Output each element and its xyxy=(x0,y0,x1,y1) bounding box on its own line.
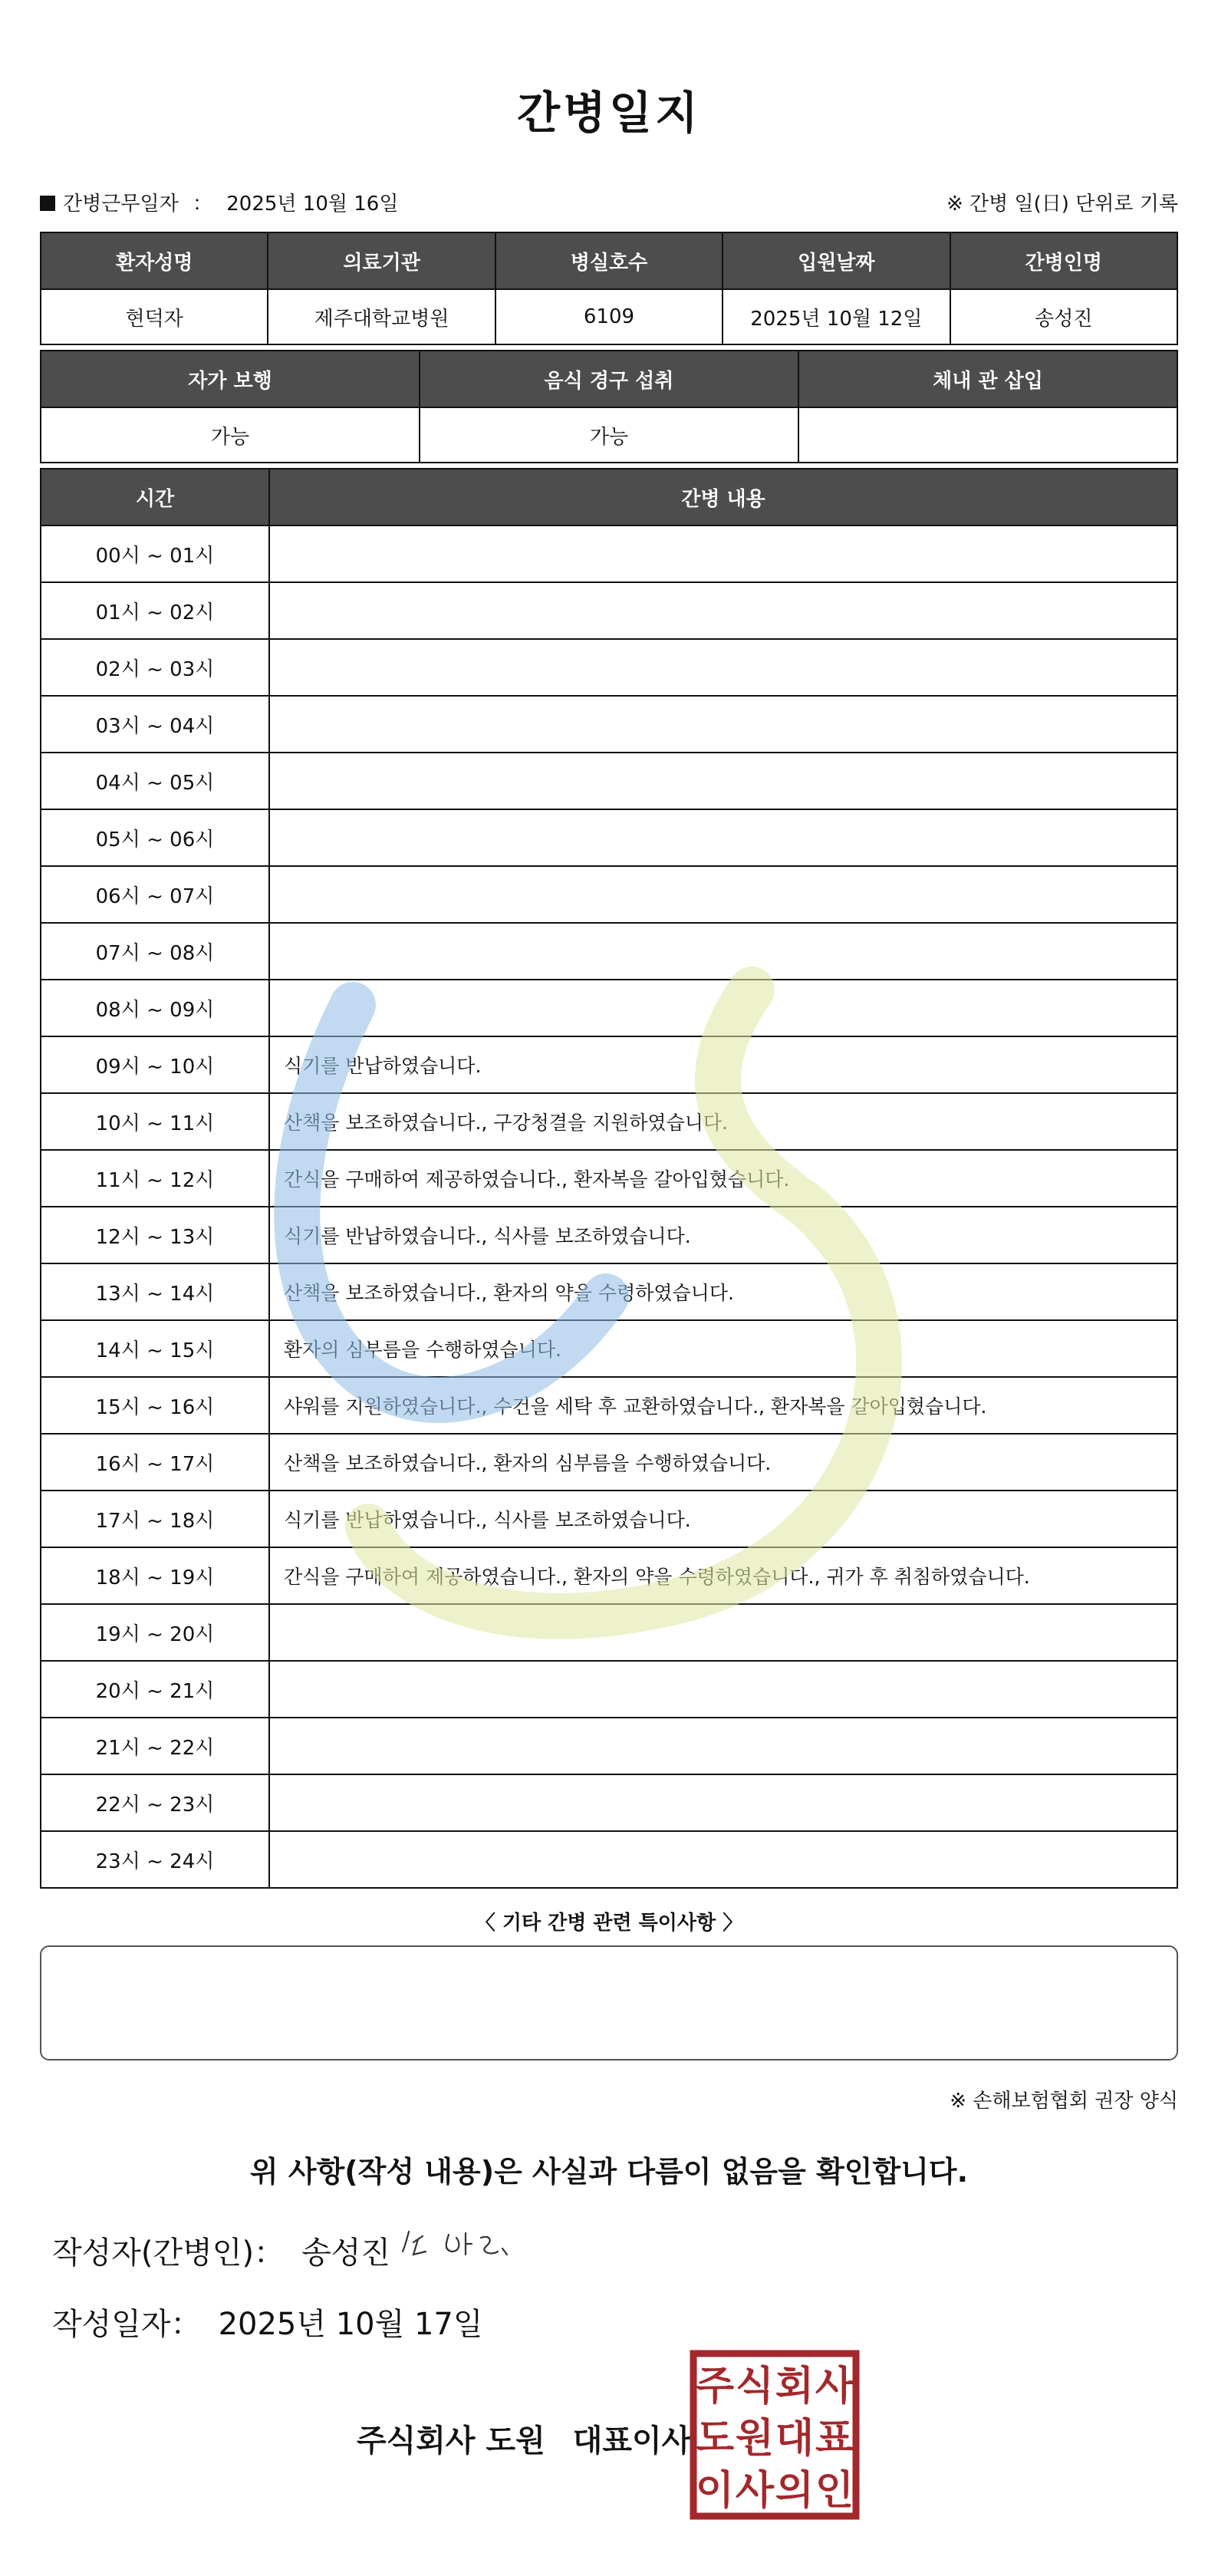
unit-note: ※ 간병 일(日) 단위로 기록 xyxy=(946,193,1178,216)
table-row xyxy=(41,1377,1177,1434)
seal-character: 의 xyxy=(775,2468,815,2514)
work-date-line xyxy=(40,188,398,216)
hospital-name: 제주대학교병원 xyxy=(268,289,495,344)
writer-name: 송성진 xyxy=(301,2235,390,2271)
handwritten-signature xyxy=(395,2221,541,2275)
care-content: 간식을 구매하여 제공하였습니다., 환자의 약을 수령하였습니다., 귀가 후 취침하였습니다. xyxy=(269,1547,1177,1604)
work-date-label: 간병근무일자 xyxy=(63,193,179,216)
time-slot: 22시 ~ 23시 xyxy=(41,1774,269,1831)
seal-character: 이 xyxy=(695,2468,735,2514)
patient-status-table xyxy=(40,350,1178,463)
table-row xyxy=(41,1036,1177,1093)
table-row xyxy=(41,753,1177,809)
time-slot: 17시 ~ 18시 xyxy=(41,1491,269,1547)
patient-info-table xyxy=(40,232,1178,345)
care-content xyxy=(269,809,1177,866)
written-date-value: 2025년 10월 17일 xyxy=(218,2307,483,2342)
care-content xyxy=(269,696,1177,753)
table-row xyxy=(41,582,1177,639)
care-content xyxy=(269,639,1177,696)
care-content: 산책을 보조하였습니다., 환자의 심부름을 수행하였습니다. xyxy=(269,1434,1177,1491)
header-room: 병실호수 xyxy=(495,232,723,289)
table-row xyxy=(41,639,1177,696)
company-line xyxy=(357,2416,691,2460)
table-row xyxy=(41,809,1177,866)
writer-line xyxy=(52,2228,390,2272)
seal-character: 회 xyxy=(775,2364,815,2410)
time-slot: 20시 ~ 21시 xyxy=(41,1661,269,1718)
care-content: 산책을 보조하였습니다., 구강청결을 지원하였습니다. xyxy=(269,1093,1177,1150)
table-row xyxy=(41,1263,1177,1320)
table-row xyxy=(41,923,1177,980)
table-row xyxy=(41,980,1177,1036)
header-tube-insertion: 체내 관 삽입 xyxy=(798,351,1177,407)
header-patient-name: 환자성명 xyxy=(41,232,268,289)
table-row xyxy=(41,1604,1177,1661)
care-content xyxy=(269,1831,1177,1888)
time-slot: 15시 ~ 16시 xyxy=(41,1377,269,1434)
care-content xyxy=(269,1774,1177,1831)
writer-label: 작성자(간병인)： xyxy=(52,2235,285,2271)
caregiver-name: 송성진 xyxy=(950,289,1177,344)
company-seal-stamp xyxy=(689,2349,861,2521)
care-content xyxy=(269,753,1177,809)
header-care-content: 간병 내용 xyxy=(269,469,1177,525)
form-note: ※ 손해보험협회 권장 양식 xyxy=(950,2090,1178,2113)
header-admission-date: 입원날짜 xyxy=(723,232,950,289)
seal-character: 식 xyxy=(735,2364,775,2410)
time-slot: 00시 ~ 01시 xyxy=(41,525,269,582)
time-slot: 03시 ~ 04시 xyxy=(41,696,269,753)
time-slot: 09시 ~ 10시 xyxy=(41,1036,269,1093)
care-content: 식기를 반납하였습니다. xyxy=(269,1036,1177,1093)
care-content xyxy=(269,923,1177,980)
care-content xyxy=(269,866,1177,923)
written-date-label: 작성일자： xyxy=(52,2307,202,2342)
header-time: 시간 xyxy=(41,469,269,525)
care-content: 산책을 보조하였습니다., 환자의 약을 수령하였습니다. xyxy=(269,1263,1177,1320)
page-title: 간병일지 xyxy=(516,87,702,139)
care-content: 식기를 반납하였습니다., 식사를 보조하였습니다. xyxy=(269,1207,1177,1263)
time-slot: 04시 ~ 05시 xyxy=(41,753,269,809)
table-row xyxy=(41,1547,1177,1604)
care-content xyxy=(269,525,1177,582)
work-date-separator: ： xyxy=(192,193,212,216)
time-slot: 10시 ~ 11시 xyxy=(41,1093,269,1150)
seal-character: 사 xyxy=(815,2364,854,2410)
seal-character: 주 xyxy=(695,2364,735,2410)
table-row xyxy=(41,1774,1177,1831)
care-log-table xyxy=(40,468,1178,1889)
care-log-body xyxy=(41,525,1177,1888)
table-row xyxy=(41,1491,1177,1547)
care-content xyxy=(269,582,1177,639)
header-caregiver-name: 간병인명 xyxy=(950,232,1177,289)
time-slot: 05시 ~ 06시 xyxy=(41,809,269,866)
table-row xyxy=(41,866,1177,923)
care-content: 환자의 심부름을 수행하였습니다. xyxy=(269,1320,1177,1377)
seal-character: 인 xyxy=(815,2468,854,2514)
table-row xyxy=(41,1434,1177,1491)
seal-character: 원 xyxy=(735,2416,775,2462)
care-content xyxy=(269,1604,1177,1661)
table-row xyxy=(41,1093,1177,1150)
time-slot: 01시 ~ 02시 xyxy=(41,582,269,639)
square-bullet-icon xyxy=(40,196,55,211)
time-slot: 06시 ~ 07시 xyxy=(41,866,269,923)
table-row xyxy=(41,525,1177,582)
remarks-box xyxy=(40,1945,1178,2060)
admission-date: 2025년 10월 12일 xyxy=(723,289,950,344)
work-date-value: 2025년 10월 16일 xyxy=(226,193,399,216)
care-content: 샤워를 지원하였습니다., 수건을 세탁 후 교환하였습니다., 환자복을 갈아입혔습니다. xyxy=(269,1377,1177,1434)
header-self-walking: 자가 보행 xyxy=(41,351,420,407)
time-slot: 07시 ~ 08시 xyxy=(41,923,269,980)
self-walking-value: 가능 xyxy=(41,407,420,463)
care-content xyxy=(269,980,1177,1036)
time-slot: 02시 ~ 03시 xyxy=(41,639,269,696)
time-slot: 23시 ~ 24시 xyxy=(41,1831,269,1888)
care-content xyxy=(269,1718,1177,1774)
remarks-title: 〈 기타 간병 관련 특이사항 〉 xyxy=(475,1912,743,1935)
company-title: 대표이사 xyxy=(572,2423,692,2459)
table-row xyxy=(41,1661,1177,1718)
time-slot: 21시 ~ 22시 xyxy=(41,1718,269,1774)
time-slot: 19시 ~ 20시 xyxy=(41,1604,269,1661)
header-hospital: 의료기관 xyxy=(268,232,495,289)
table-row xyxy=(41,1150,1177,1207)
written-date-line xyxy=(52,2300,483,2344)
time-slot: 11시 ~ 12시 xyxy=(41,1150,269,1207)
company-name: 주식회사 도원 xyxy=(357,2423,545,2459)
time-slot: 14시 ~ 15시 xyxy=(41,1320,269,1377)
time-slot: 13시 ~ 14시 xyxy=(41,1263,269,1320)
seal-character: 사 xyxy=(735,2468,775,2514)
table-row xyxy=(41,1831,1177,1888)
time-slot: 08시 ~ 09시 xyxy=(41,980,269,1036)
care-content: 간식을 구매하여 제공하였습니다., 환자복을 갈아입혔습니다. xyxy=(269,1150,1177,1207)
seal-character: 대 xyxy=(775,2416,815,2462)
care-content xyxy=(269,1661,1177,1718)
seal-character: 도 xyxy=(695,2416,735,2462)
time-slot: 16시 ~ 17시 xyxy=(41,1434,269,1491)
table-row xyxy=(41,1718,1177,1774)
patient-name: 현덕자 xyxy=(41,289,268,344)
table-row xyxy=(41,1207,1177,1263)
confirmation-statement: 위 사항(작성 내용)은 사실과 다름이 없음을 확인합니다. xyxy=(249,2155,969,2189)
care-content: 식기를 반납하였습니다., 식사를 보조하였습니다. xyxy=(269,1491,1177,1547)
seal-character: 표 xyxy=(815,2416,854,2462)
oral-intake-value: 가능 xyxy=(420,407,798,463)
time-slot: 18시 ~ 19시 xyxy=(41,1547,269,1604)
time-slot: 12시 ~ 13시 xyxy=(41,1207,269,1263)
table-row xyxy=(41,1320,1177,1377)
header-oral-intake: 음식 경구 섭취 xyxy=(420,351,798,407)
table-row xyxy=(41,696,1177,753)
room-number: 6109 xyxy=(495,289,723,344)
tube-insertion-value xyxy=(798,407,1177,463)
